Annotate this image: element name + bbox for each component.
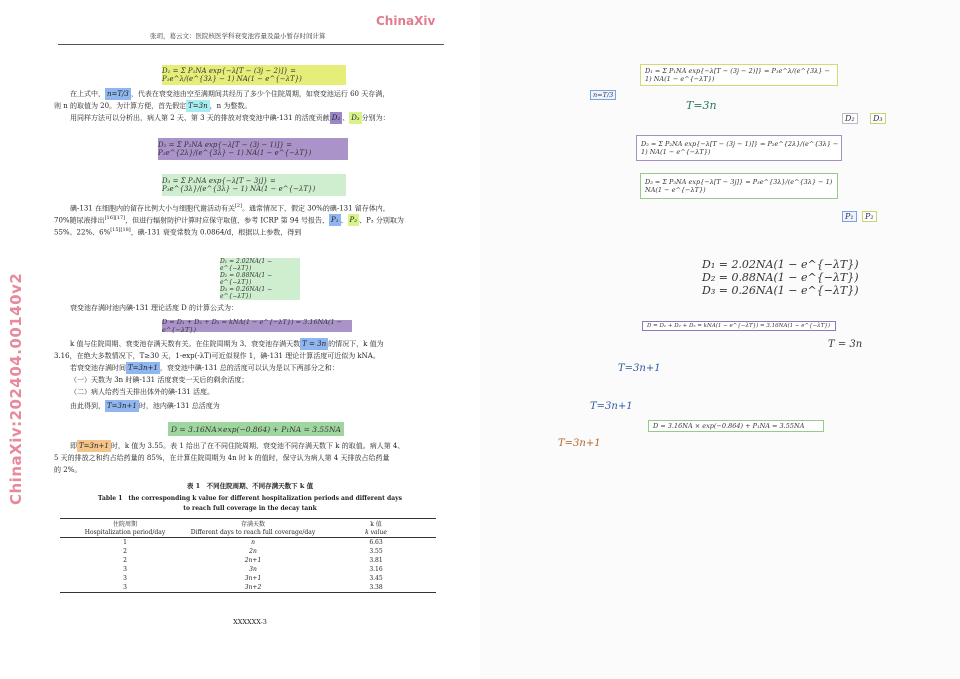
text: ，但进行辐射防护计算时应保守取值，参考 ICRP 第 94 号报告， [125, 216, 330, 225]
paragraph-table-intro-cont2: 的 2%。 [54, 466, 82, 474]
equation-d1-value: D₁ = 2.02NA(1 − e^{−λT}) [220, 258, 273, 272]
table-caption-en: Table 1 the corresponding k value for different hospitalization periods and different days [98, 495, 402, 502]
cell: 3n+1 [244, 575, 262, 582]
paragraph-k-value [70, 338, 450, 350]
list-item-2: （二）病人给药当天排出体外的碘-131 活度。 [70, 388, 214, 396]
right-t3n-2: T = 3n [828, 339, 863, 350]
col-header-days-en: Different days to reach full coverage/day [190, 529, 316, 536]
right-d1-value: D₁ = 2.02NA(1 − e^{−λT}) [702, 258, 859, 271]
cell: 2 [123, 557, 127, 564]
highlight-t3n: T=3n [188, 102, 208, 110]
right-d2-value: D₂ = 0.88NA(1 − e^{−λT}) [702, 271, 859, 284]
right-tag-p1: P₁ [842, 211, 857, 222]
right-equation-d3: D₃ = Σ P₃NA exp{−λ[T − 3j]} = P₃e^{3λ}/(e^{3λ} − 1) NA(1 − e^{−λT}) [640, 173, 838, 199]
cell: 3 [123, 566, 127, 573]
right-tag-d3: D₃ [870, 113, 886, 124]
paragraph-k-value-cont: 3.16，在绝大多数情况下，T≥30 天，1-exp(-λT)可近似视作 1，碘-131 理论计算活度可近似为 kNA。 [54, 352, 380, 360]
right-t3n1-b: T=3n+1 [590, 401, 633, 412]
text: 70%随尿液排出 [54, 216, 105, 225]
highlight-p2: P₂ [349, 216, 358, 225]
cell: 2 [123, 548, 127, 555]
equation-d3: D₃ = Σ P₃NA exp{−λ[T − 3j]} = P₃e^{3λ}/(e^{3λ} − 1) NA(1 − e^{−λT}) [162, 174, 346, 196]
paragraph-result [70, 400, 450, 412]
header-rule [58, 44, 444, 45]
table-caption-en-2: to reach full coverage in the decay tank [183, 505, 317, 512]
text: ，n 为整数。 [209, 102, 252, 110]
paragraph-n-definition-cont [54, 100, 450, 112]
table-row [60, 547, 436, 556]
right-d3-value: D₃ = 0.26NA(1 − e^{−λT}) [702, 284, 859, 297]
text: 、P₃ 分别取为 [359, 216, 404, 225]
text: k 值与住院周期、衰变池存满天数有关。在住院周期为 3、衰变池存满天数 [70, 340, 301, 348]
highlight-n: n=T/3 [107, 90, 129, 98]
equation-d2: D₂ = Σ P₂NA exp{−λ[T − (3j − 1)]} = P₂e^{2λ}/(e^{3λ} − 1) NA(1 − e^{−λT}) [158, 138, 348, 160]
cell: 1 [123, 539, 127, 546]
paragraph-total-formula-intro: 衰变池存满时池内碘-131 理论活度 D 的计算公式为： [70, 304, 239, 312]
page-footer: XXXXXX-3 [233, 618, 267, 626]
highlight-t3n1-b: T=3n+1 [107, 402, 137, 410]
text: 。通常情况下，假定 30%的碘-131 留存体内， [242, 204, 390, 213]
text: 碘-131 在细胞内的留存比例大小与细胞代谢活动有关 [70, 204, 235, 213]
highlight-t3n1-c: T=3n+1 [79, 442, 109, 450]
text: ，碘-131 衰变常数为 0.0864/d，根据以上参数，得到 [130, 228, 302, 237]
text: 时，k 值为 3.55。表 1 给出了在不同住院周期、衰变池不同存满天数下 k 的取值。病人第 4、 [110, 442, 405, 450]
text: 则 n 的取值为 20。为计算方便，首先假定 [54, 102, 187, 110]
right-tag-d2: D₂ [842, 113, 858, 124]
right-t3n1-c: T=3n+1 [558, 438, 601, 449]
cell: 2n [249, 548, 257, 555]
cell: 3.16 [369, 566, 383, 573]
text: 55%、22%、6% [54, 228, 111, 237]
watermark-side: ChinaXiv:202404.00140v2 [7, 272, 25, 505]
data-table [60, 518, 436, 593]
equation-d3-value: D₃ = 0.26NA(1 − e^{−λT}) [220, 286, 273, 300]
paragraph-table-intro [70, 440, 450, 452]
paper-page-right [480, 0, 960, 679]
running-header: 张玥，葛云文：医院核医学科衰变池容量及最小暂存时间计算 [150, 32, 326, 40]
cell: 3.38 [369, 584, 383, 591]
col-header-days-cn: 存满天数 [240, 521, 265, 528]
cell: 3n [249, 566, 257, 573]
table-caption-cn: 表 1 不同住院周期、不同存满天数下 k 值 [186, 482, 314, 490]
col-header-period-cn: 住院周期 [112, 521, 137, 528]
paragraph-iodine-cont: 70%随尿液排出[16][17]，但进行辐射防护计算时应保守取值，参考 ICRP 第 94 号报告， P₁ 、 P₂ 、P₃ 分别取为 [54, 215, 404, 225]
text: ，代表在衰变池由空至满期间共经历了多少个住院周期，如衰变池运行 60 天存满， [130, 90, 390, 98]
text: 用同样方法可以分析出，病人第 2 天、第 3 天的排放对衰变池中碘-131 的活度贡献 [70, 114, 330, 122]
cell: 3.81 [369, 557, 383, 564]
col-header-k-cn: k 值 [370, 521, 382, 528]
equation-t3n1: D = 3.16NA×exp(−0.864) + P₁NA = 3.55NA [168, 422, 344, 436]
table-row [60, 538, 436, 548]
text: 时，池内碘-131 总活度为 [138, 402, 220, 410]
cell: 6.63 [369, 539, 383, 546]
cell: n [251, 539, 255, 546]
cell: 3.45 [369, 575, 383, 582]
col-header-k-en: k value [365, 529, 387, 536]
table-row [60, 565, 436, 574]
right-equation-t3n1: D = 3.16NA × exp(−0.864) + P₁NA = 3.55NA [648, 420, 824, 432]
highlight-t3n1: T=3n+1 [128, 364, 158, 372]
equation-block-d-values [220, 258, 300, 300]
text: ，衰变池中碘-131 总的活度可以认为是以下两部分之和： [159, 364, 339, 372]
paragraph-iodine: 碘-131 在细胞内的留存比例大小与细胞代谢活动有关[2]。通常情况下，假定 30%的碘-131 留存体内， [70, 203, 390, 213]
text: 在上式中， [70, 90, 105, 98]
highlight-p1: P₁ [331, 216, 339, 225]
text: 的情况下，k 值为 [328, 340, 384, 348]
table-row [60, 556, 436, 565]
equation-d2-value: D₂ = 0.88NA(1 − e^{−λT}) [220, 272, 273, 286]
highlight-d2: D₂ [331, 114, 341, 122]
text: 分别为： [361, 114, 390, 122]
right-equation-d2: D₂ = Σ P₂NA exp{−λ[T − (3j − 1)]} = P₂e^{2λ}/(e^{3λ} − 1) NA(1 − e^{−λT}) [636, 135, 842, 161]
right-tag-n: n=T/3 [590, 90, 616, 100]
text: 即 [70, 442, 77, 450]
right-t3n1-a: T=3n+1 [618, 363, 661, 374]
right-t3n: T=3n [686, 99, 717, 112]
col-header-period-en: Hospitalization period/day [84, 529, 166, 536]
cell: 3 [123, 584, 127, 591]
watermark-top: ChinaXiv [376, 14, 436, 28]
highlight-d3: D₃ [351, 114, 360, 122]
paragraph-day2-day3: 用同样方法可以分析出，病人第 2 天、第 3 天的排放对衰变池中碘-131 的活度贡献 D₂ 、 D₃ 分别为： [70, 114, 390, 122]
cell: 2n+1 [244, 557, 262, 564]
cell: 3 [123, 575, 127, 582]
right-equation-d1: D₁ = Σ P₁NA exp{−λ[T − (3j − 2)]} = P₁e^λ/(e^{3λ} − 1) NA(1 − e^{−λT}) [640, 64, 838, 86]
paragraph-table-intro-cont: 5 天的排放之和约占给药量的 85%，在计算住院周期为 4n 时 k 的值时，保守认为病人第 4 天排放占给药量 [54, 454, 390, 462]
text: 由此得到， [70, 402, 105, 410]
right-tag-p2: P₂ [862, 211, 877, 222]
paragraph-iodine-cont2: 55%、22%、6%[15][18]，碘-131 衰变常数为 0.0864/d，根据以上参数，得到 [54, 227, 302, 237]
cell: 3.55 [369, 548, 383, 555]
highlight-t3n-2: T = 3n [302, 340, 327, 348]
paragraph-t3n1 [70, 362, 450, 374]
list-item-1: （一）天数为 3n 时碘-131 活度衰变一天后的剩余活度； [70, 376, 249, 384]
table-row [60, 583, 436, 592]
table-row [60, 574, 436, 583]
text: 若衰变池存满时间 [70, 364, 126, 372]
equation-total-d: D = D₁ + D₂ + D₃ = kNA(1 − e^{−λT}) = 3.16NA(1 − e^{−λT}) [162, 320, 352, 332]
equation-d1: D₁ = Σ P₁NA exp{−λ[T − (3j − 2)]} = P₁e^λ/(e^{3λ} − 1) NA(1 − e^{−λT}) [162, 65, 346, 85]
paragraph-n-definition [70, 88, 450, 100]
cell: 3n+2 [244, 584, 262, 591]
right-equation-total: D = D₁ + D₂ + D₃ = kNA(1 − e^{−λT}) = 3.16NA(1 − e^{−λT}) [642, 321, 836, 331]
